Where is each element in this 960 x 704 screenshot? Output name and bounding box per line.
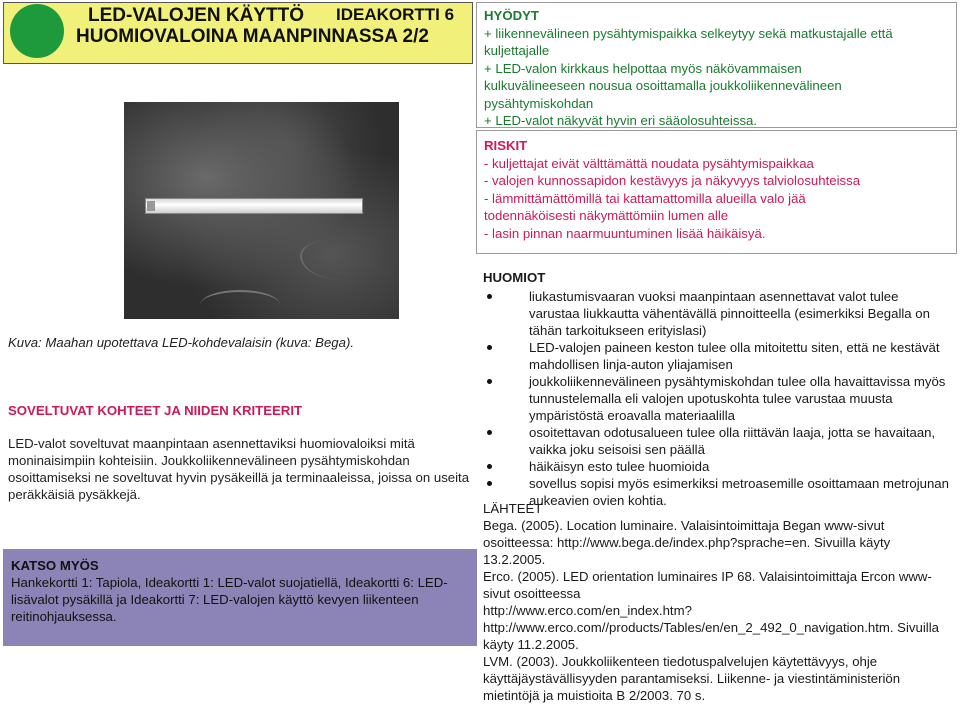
bullet-icon — [487, 294, 492, 299]
suitable-text: LED-valot soveltuvat maanpintaan asennettaviksi huomiovaloiksi mitä moninaisimpiin kohteisiin. Joukkoliikennevälineen pysähtymiskohdan osoittamiseksi ne soveltuvat hyvin pysäkeillä ja terminaaleissa, joissa on useita peräkkäisiä pysäkkejä. — [8, 436, 470, 502]
photo-texture — [200, 290, 280, 320]
source-entry: LVM. (2003). Joukkoliikenteen tiedotuspalvelujen käytettävyys, ohje käyttäjäystävällisyyden parantamiseksi. Liikenne- ja viestintäministeriön mietintöjä ja muistioita B 2/2003. 70 s. — [483, 654, 901, 703]
suitable-heading: SOVELTUVAT KOHTEET JA NIIDEN KRITEERIT — [8, 403, 303, 418]
bullet-icon — [487, 464, 492, 469]
note-item — [483, 339, 950, 373]
risks-line: - kuljettajat eivät välttämättä noudata pysähtymispaikkaa — [484, 155, 814, 171]
benefits-box — [476, 2, 957, 128]
benefits-line: + liikennevälineen pysähtymispaikka selkeytyy sekä matkustajalle että — [484, 25, 893, 41]
risks-line: - valojen kunnossapidon kestävyys ja näkyvyys talviolosuhteissa — [484, 173, 861, 188]
note-text: liukastumisvaaran vuoksi maanpintaan asennettavat valot tulee varustaa liukkautta vähentävällä pinnoitteella (esimerkiksi Begalla on tähän tarkoitukseen erityislasi) — [529, 289, 930, 338]
note-item — [483, 288, 950, 339]
card-number: IDEAKORTTI 6 — [336, 5, 455, 24]
bullet-icon — [487, 345, 492, 350]
page-title-line1: LED-VALOJEN KÄYTTÖ — [88, 5, 305, 26]
benefits-heading: HYÖDYT — [484, 8, 539, 23]
source-entry: Bega. (2005). Location luminaire. Valaisintoimittaja Began www-sivut osoitteessa: http://www.bega.de/index.php?sprache=en. Sivuilla käyty 13.2.2005. — [483, 518, 891, 567]
risks-line: - lämmittämättömillä tai kattamattomilla alueilla valo jää — [484, 190, 806, 206]
led-strip-light — [145, 198, 363, 214]
note-text: sovellus sopisi myös esimerkiksi metroasemille osoittamaan metrojunan aukeavien ovien kohtia. — [529, 476, 949, 508]
notes-heading: HUOMIOT — [483, 270, 546, 285]
note-text: häikäisyn esto tulee huomioida — [529, 459, 710, 474]
see-also-text: Hankekortti 1: Tapiola, Ideakortti 1: LED-valot suojatiellä, Ideakortti 6: LED-lisävalot pysäkillä ja Ideakortti 7: LED-valojen käyttö kevyen liikenteen reitinohjauksessa. — [11, 575, 448, 624]
led-strip-end — [147, 201, 155, 211]
benefits-line: kulkuvälineeseen nousua osoittamalla joukkoliikennevälineen — [484, 78, 842, 93]
benefits-line: + LED-valot näkyvät hyvin eri sääolosuhteissa. — [484, 113, 758, 128]
see-also-box — [3, 549, 477, 646]
see-also-heading: KATSO MYÖS — [11, 558, 99, 573]
risks-box — [476, 130, 957, 254]
note-item — [483, 424, 950, 458]
note-text: joukkoliikennevälineen pysähtymiskohdan tulee olla havaittavissa myös tunnustelemalla eli valojen upotuskohta tulee varustaa muusta ympäristöstä eroavalla materiaalilla — [529, 374, 946, 423]
green-circle-icon — [10, 4, 64, 58]
benefits-line: + LED-valon kirkkaus helpottaa myös näkövammaisen — [484, 60, 802, 76]
benefits-line: kuljettajalle — [484, 43, 550, 58]
note-text: osoitettavan odotusalueen tulee olla riittävän laaja, jotta se havaitaan, vaikka joku seisoisi sen päällä — [529, 425, 936, 457]
note-text: LED-valojen paineen keston tulee olla mitoitettu siten, että ne kestävät mahdollisen linja-auton yliajamisen — [529, 340, 940, 372]
notes-section — [476, 266, 957, 508]
note-item — [483, 373, 950, 424]
benefits-line: pysähtymiskohdan — [484, 95, 594, 111]
risks-line: todennäköisesti näkymättömiin lumen alle — [484, 208, 729, 223]
photo-caption: Kuva: Maahan upotettava LED-kohdevalaisin (kuva: Bega). — [8, 335, 355, 350]
bullet-icon — [487, 430, 492, 435]
sources-section — [476, 500, 957, 704]
page-title-line2: HUOMIOVALOINA MAANPINNASSA 2/2 — [76, 26, 429, 47]
risks-line: - lasin pinnan naarmuuntuminen lisää häikäisyä. — [484, 225, 766, 241]
bullet-icon — [487, 481, 492, 486]
source-entry: Erco. (2005). LED orientation luminaires IP 68. Valaisintoimittaja Ercon www-sivut osoitteessa http://www.erco.com/en_index.htm?http://www.erco.com//products/Tables/en/en_2_492_0_navigation.htm. Sivuilla käyty 11.2.2005. — [483, 569, 939, 652]
bullet-icon — [487, 379, 492, 384]
note-item — [483, 458, 950, 475]
risks-heading: RISKIT — [484, 138, 528, 153]
sources-heading: LÄHTEET — [483, 501, 543, 516]
